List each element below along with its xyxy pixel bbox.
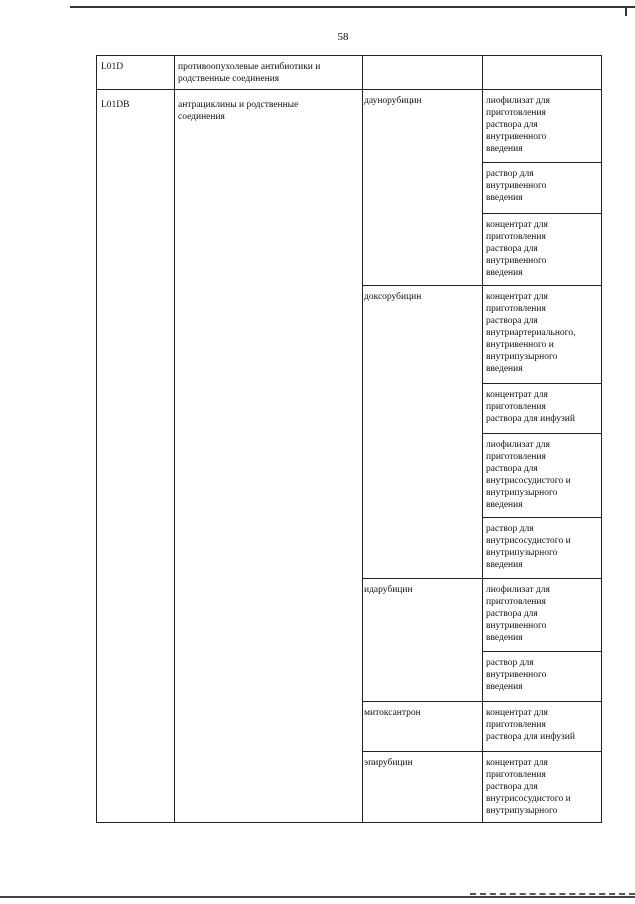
dosage-form: лиофилизат для приготовления раствора для внутрисосудистого и внутрипузырного введения (486, 440, 571, 510)
scan-edge-bottom (0, 896, 635, 898)
drug-row-separator (362, 285, 602, 286)
column-separator-drug (482, 55, 483, 823)
subgroup-code: L01DB (101, 100, 130, 110)
drug-name: доксорубицин (364, 292, 422, 302)
drug-name: даунорубицин (364, 96, 422, 106)
column-separator-group (362, 55, 363, 823)
subgroup-name: антрациклины и родственные соединения (178, 100, 299, 122)
table-border-bottom (96, 822, 602, 823)
column-separator-code (174, 55, 175, 823)
dosage-form: лиофилизат для приготовления раствора для внутривенного введения (486, 585, 550, 643)
drug-name: митоксантрон (364, 708, 421, 718)
group-name: противоопухолевые антибиотики и родственные соединения (178, 62, 321, 84)
drug-table (96, 55, 602, 823)
group-row-separator (96, 89, 602, 90)
table-border-right (601, 55, 602, 823)
drug-name: эпирубицин (364, 758, 413, 768)
scan-edge-top (70, 6, 635, 8)
dosage-form: раствор для внутрисосудистого и внутрипузырного введения (486, 524, 571, 570)
form-row-separator (482, 383, 602, 384)
form-row-separator (482, 651, 602, 652)
form-row-separator (482, 433, 602, 434)
drug-row-separator (362, 578, 602, 579)
form-row-separator (482, 517, 602, 518)
dosage-form: раствор для внутривенного введения (486, 658, 547, 692)
dosage-form: концентрат для приготовления раствора для внутриартериального, внутривенного и внутрипузырного введения (486, 292, 576, 374)
drug-name: идарубицин (364, 585, 413, 595)
scan-edge-corner (625, 6, 627, 16)
drug-row-separator (362, 701, 602, 702)
scan-edge-dashes (470, 893, 635, 895)
group-code: L01D (101, 62, 124, 72)
dosage-form: концентрат для приготовления раствора для инфузий (486, 390, 575, 424)
page-number: 58 (337, 31, 349, 43)
dosage-form: концентрат для приготовления раствора для инфузий (486, 708, 575, 742)
dosage-form: концентрат для приготовления раствора для внутривенного введения (486, 220, 548, 278)
table-border-top (96, 55, 602, 56)
form-row-separator (482, 213, 602, 214)
dosage-form: раствор для внутривенного введения (486, 169, 547, 203)
drug-row-separator (362, 751, 602, 752)
dosage-form: концентрат для приготовления раствора для внутрисосудистого и внутрипузырного (486, 758, 571, 816)
form-row-separator (482, 162, 602, 163)
table-border-left (96, 55, 97, 823)
dosage-form: лиофилизат для приготовления раствора для внутривенного введения (486, 96, 550, 154)
